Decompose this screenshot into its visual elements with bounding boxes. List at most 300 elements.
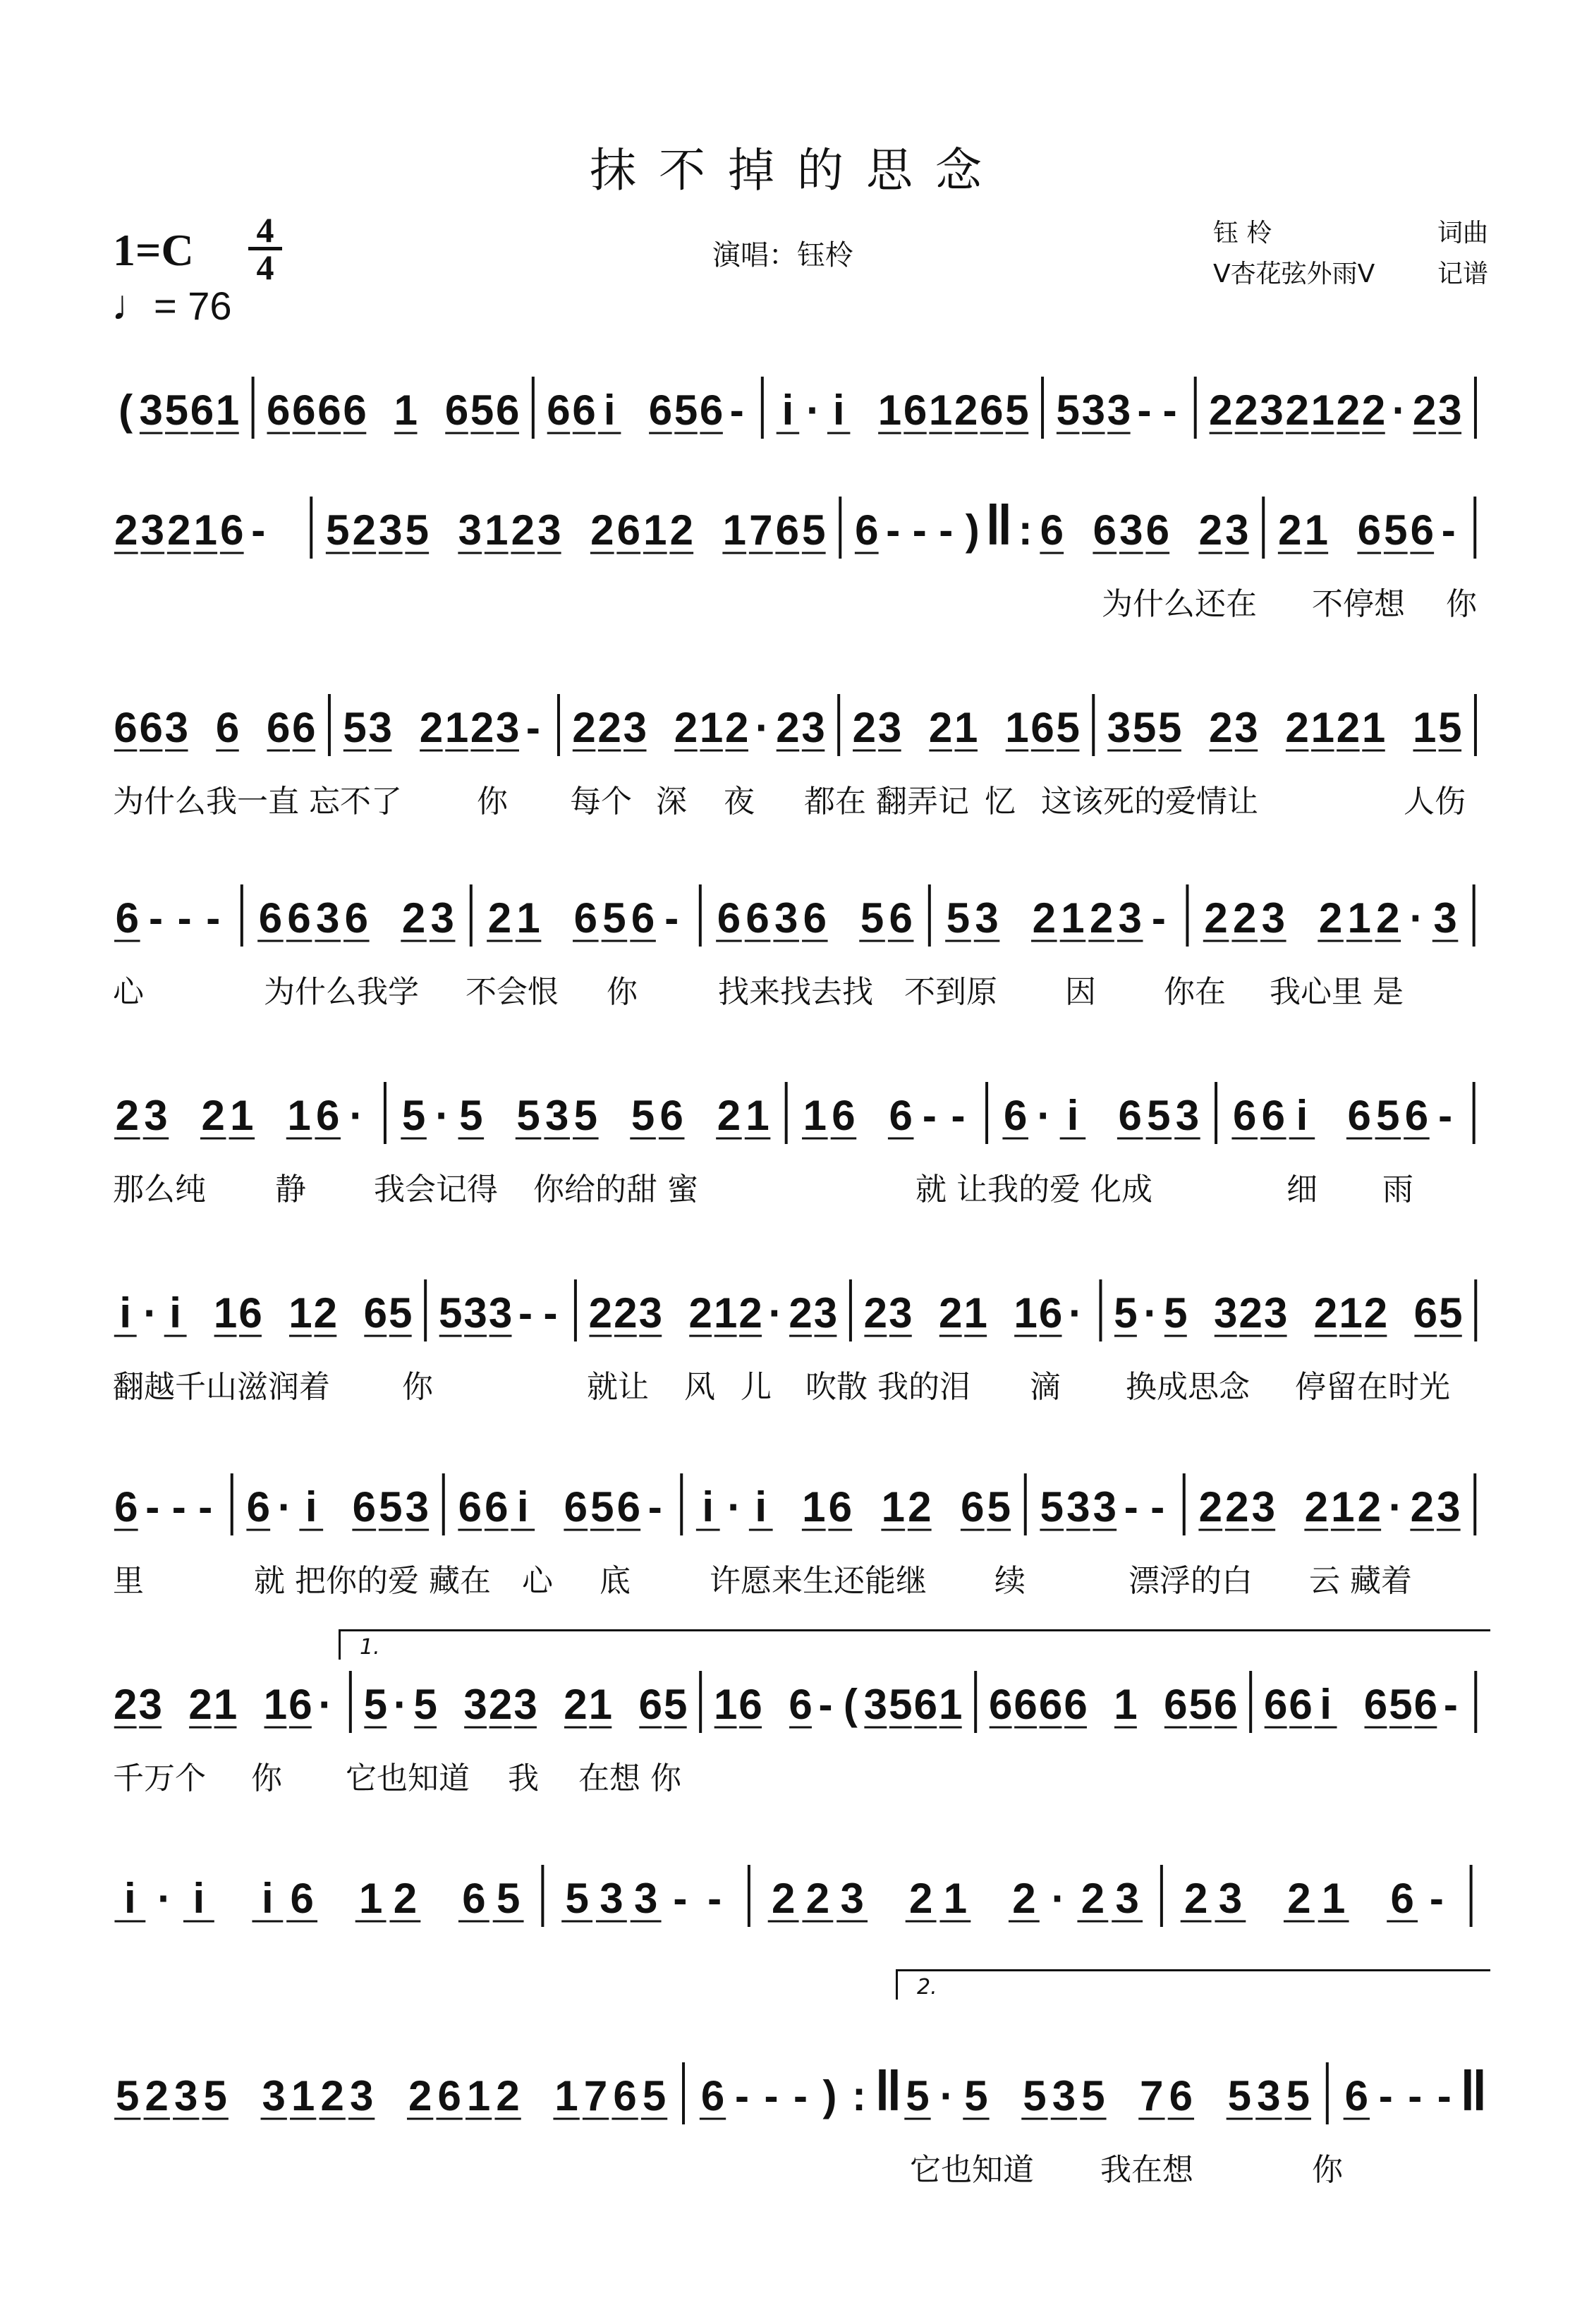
notation-svg	[113, 494, 1488, 571]
note-glyph: 2	[1304, 1483, 1328, 1531]
note-glyph: 1	[877, 387, 902, 434]
note-glyph: 3	[164, 704, 188, 751]
note-glyph: 6	[1038, 1681, 1063, 1728]
note-glyph: 1	[287, 1092, 311, 1139]
note-glyph: 1	[963, 1289, 987, 1337]
note-glyph: 6	[746, 894, 769, 942]
note-glyph: 3	[316, 894, 340, 942]
note-glyph: 2	[863, 1289, 888, 1337]
note-glyph: 1	[1413, 704, 1437, 751]
note-glyph: 2	[1198, 506, 1222, 554]
note-glyph: 2	[470, 704, 494, 751]
note-glyph: 3	[877, 704, 902, 751]
note-glyph: ·	[1143, 1289, 1158, 1337]
note-glyph: -	[1124, 1483, 1138, 1531]
lyric-text: 忆	[985, 784, 1016, 820]
volta-bracket	[896, 1969, 1490, 2000]
note-glyph: 3	[1118, 894, 1142, 942]
note-glyph: 7	[749, 506, 773, 554]
quarter-note-icon: ♩	[111, 281, 154, 329]
note-glyph: 1	[263, 1681, 288, 1728]
note-glyph: 1	[466, 2072, 491, 2119]
note-glyph: 1	[1321, 1875, 1346, 1922]
note-glyph: 6	[1344, 2072, 1368, 2119]
meter-top: 4	[256, 210, 274, 250]
lyric-text: 心	[113, 974, 144, 1010]
note-glyph: 5	[1376, 1092, 1400, 1139]
note-glyph: 6	[1040, 506, 1064, 554]
note-glyph: 3	[1119, 506, 1143, 554]
note-glyph: 5	[459, 1092, 483, 1139]
key-signature: 1=C	[113, 225, 194, 275]
note-glyph: -	[1150, 1483, 1165, 1531]
note-glyph: ·	[1392, 387, 1406, 434]
note-glyph: -	[1378, 2072, 1393, 2119]
note-glyph: 6	[485, 1483, 509, 1531]
note-glyph: 1	[1339, 1289, 1363, 1337]
note-glyph: 1	[554, 2072, 578, 2119]
note-glyph: 2	[789, 1289, 813, 1337]
note-glyph: 5	[203, 2072, 227, 2119]
note-glyph: 3	[774, 894, 798, 942]
lyric-text: 细	[1286, 1172, 1318, 1207]
note-glyph: 1	[643, 506, 667, 554]
note-glyph: 6	[1263, 1681, 1288, 1728]
notation-svg	[113, 1277, 1488, 1354]
note-glyph: 2	[114, 506, 138, 554]
note-glyph: 5	[1081, 2072, 1105, 2119]
note-glyph: 2	[1357, 1483, 1381, 1531]
note-glyph: -	[206, 894, 221, 942]
lyrics-row	[113, 1753, 1488, 1795]
notation-svg	[113, 2060, 1488, 2137]
note-glyph: 3	[379, 506, 403, 554]
note-glyph: 6	[292, 704, 316, 751]
notation-row	[113, 1277, 1488, 1340]
note-glyph: -	[664, 894, 679, 942]
note-glyph: 2	[401, 894, 426, 942]
note-glyph: 5	[1389, 1681, 1413, 1728]
note-glyph: 6	[496, 387, 520, 434]
note-glyph: 6	[828, 1483, 852, 1531]
lyrics-row	[113, 2144, 1488, 2186]
note-glyph: 3	[1433, 894, 1457, 942]
singer-credit: 演唱：钰柃	[712, 239, 853, 272]
lyric-text: 云 藏着	[1309, 1563, 1412, 1599]
note-glyph: i	[119, 1289, 132, 1337]
note-glyph: 2	[564, 1681, 588, 1728]
note-glyph: -	[1137, 387, 1152, 434]
note-glyph: 1	[444, 704, 469, 751]
note-glyph: -	[1151, 894, 1166, 942]
note-glyph: (	[843, 1681, 858, 1728]
note-glyph: 5	[1147, 1092, 1171, 1139]
note-glyph: 6	[115, 894, 139, 942]
note-glyph: 2	[572, 704, 596, 751]
note-glyph: 2	[313, 1289, 338, 1337]
note-glyph: 1	[1331, 1483, 1355, 1531]
lyric-text: 你	[1312, 2152, 1343, 2188]
lyric-text: 我在想	[1100, 2152, 1193, 2188]
note-glyph: 3	[138, 1681, 162, 1728]
note-glyph: 3	[1260, 387, 1284, 434]
note-glyph: 7	[1140, 2072, 1164, 2119]
note-glyph: 2	[201, 1092, 225, 1139]
note-glyph: -	[793, 2072, 808, 2119]
note-glyph: 5	[946, 894, 971, 942]
notation-row	[113, 691, 1488, 755]
note-glyph: 1	[1347, 894, 1371, 942]
note-glyph: 6	[1404, 1092, 1429, 1139]
note-glyph: -	[764, 2072, 779, 2119]
note-glyph: )	[822, 2072, 837, 2119]
note-glyph: ·	[393, 1681, 408, 1728]
note-glyph: 6	[775, 506, 799, 554]
note-glyph: 2	[167, 506, 191, 554]
note-glyph: 6	[363, 1289, 387, 1337]
note-glyph: 6	[1118, 1092, 1142, 1139]
note-glyph: 2	[393, 1875, 418, 1922]
note-glyph: ‖	[874, 2060, 903, 2122]
note-glyph: 3	[813, 1289, 838, 1337]
note-glyph: 3	[262, 2072, 286, 2119]
note-glyph: 5	[1132, 704, 1157, 751]
note-glyph: 3	[1175, 1092, 1200, 1139]
note-glyph: i	[193, 1875, 205, 1922]
note-glyph: 2	[1012, 1875, 1036, 1922]
lyrics-row	[113, 578, 1488, 621]
lyric-text: 里	[113, 1563, 144, 1599]
note-glyph: 6	[1413, 1289, 1438, 1337]
lyrics-row	[113, 1164, 1488, 1206]
note-glyph: 5	[889, 1681, 913, 1728]
note-glyph: -	[912, 506, 927, 554]
note-glyph: :	[1018, 506, 1033, 554]
notation-row	[113, 1862, 1488, 1925]
note-glyph: 3	[1107, 387, 1131, 434]
note-glyph: 1	[699, 704, 724, 751]
notation-row	[113, 494, 1488, 557]
note-glyph: 3	[463, 1681, 487, 1728]
note-glyph: 1	[881, 1483, 905, 1531]
note-glyph: -	[673, 1875, 688, 1922]
note-glyph: 3	[638, 1289, 662, 1337]
lyrics-row	[113, 776, 1488, 818]
note-glyph: 6	[220, 506, 244, 554]
note-glyph: 2	[1081, 1875, 1105, 1922]
note-glyph: 3	[430, 894, 454, 942]
lyric-text: 我	[508, 1760, 539, 1796]
lyric-text: 漂浮的白	[1128, 1563, 1253, 1599]
note-glyph: ·	[939, 2072, 954, 2119]
note-glyph: i	[516, 1483, 529, 1531]
note-glyph: 5	[664, 1681, 688, 1728]
note-glyph: 6	[717, 894, 741, 942]
note-glyph: 5	[516, 1092, 540, 1139]
note-glyph: -	[518, 1289, 533, 1337]
note-glyph: 2	[1278, 506, 1302, 554]
note-glyph: 2	[954, 387, 978, 434]
lyric-text: 你	[607, 974, 638, 1010]
note-glyph: 3	[144, 1092, 168, 1139]
note-glyph: -	[647, 1483, 662, 1531]
note-glyph: 2	[590, 506, 614, 554]
note-glyph: 1	[1361, 704, 1386, 751]
note-glyph: 1	[1114, 1681, 1138, 1728]
note-glyph: 6	[903, 387, 927, 434]
volta-first: 1.	[360, 1635, 380, 1660]
lyric-text: 每个	[570, 784, 632, 820]
note-glyph: 6	[444, 387, 469, 434]
note-glyph: 6	[267, 387, 291, 434]
note-glyph: 1	[746, 1092, 769, 1139]
note-glyph: 3	[1218, 1875, 1243, 1922]
note-glyph: ‖	[1459, 2060, 1488, 2122]
credits	[1213, 213, 1488, 295]
lyric-text: 你	[251, 1760, 282, 1796]
note-glyph: 2	[145, 2072, 169, 2119]
note-glyph: 5	[1438, 704, 1462, 751]
note-glyph: 1	[802, 1483, 826, 1531]
note-glyph: ·	[143, 1289, 158, 1337]
lyric-text: 心	[522, 1563, 553, 1599]
lyric-text: 你在	[1164, 974, 1226, 1010]
note-glyph: 2	[669, 506, 693, 554]
note-glyph: 2	[1361, 387, 1386, 434]
note-glyph: 5	[1114, 1289, 1138, 1337]
notation-svg	[113, 691, 1488, 769]
note-glyph: 6	[437, 2072, 461, 2119]
lyric-text: 我会记得	[374, 1172, 498, 1207]
note-glyph: 2	[419, 704, 444, 751]
lyric-text: 你给的甜 蜜	[533, 1172, 698, 1207]
note-glyph: 2	[1336, 704, 1361, 751]
note-glyph: 2	[1313, 1289, 1338, 1337]
note-glyph: 2	[496, 2072, 520, 2119]
note-glyph: -	[145, 1483, 160, 1531]
note-glyph: 6	[215, 704, 240, 751]
note-glyph: ·	[1409, 894, 1424, 942]
note-glyph: 6	[1093, 506, 1117, 554]
note-glyph: (	[118, 387, 133, 434]
note-glyph: 3	[1093, 1483, 1117, 1531]
note-glyph: i	[603, 387, 616, 434]
note-glyph: 1	[722, 506, 746, 554]
note-glyph: 6	[616, 506, 640, 554]
note-glyph: 5	[164, 387, 188, 434]
note-glyph: 3	[140, 506, 164, 554]
note-glyph: 3	[458, 506, 482, 554]
note-glyph: ·	[277, 1483, 292, 1531]
note-glyph: 5	[631, 1092, 655, 1139]
lyric-text: 翻越千山滋润着	[113, 1369, 330, 1405]
note-glyph: 2	[1209, 704, 1233, 751]
note-glyph: 5	[401, 1092, 426, 1139]
note-glyph: 6	[980, 387, 1004, 434]
note-glyph: 5	[405, 506, 429, 554]
lyric-text: 底	[600, 1563, 631, 1599]
note-glyph: 3	[1263, 1289, 1288, 1337]
note-glyph: ·	[1069, 1289, 1083, 1337]
note-glyph: 6	[1145, 506, 1169, 554]
note-glyph: 1	[713, 1289, 738, 1337]
tempo-marking: ♩= 76	[111, 281, 232, 329]
lyric-text: 就让	[587, 1369, 649, 1405]
note-glyph: 3	[889, 1289, 913, 1337]
note-glyph: 3	[1251, 1483, 1275, 1531]
notation-row	[113, 374, 1488, 437]
composer-role: 词曲	[1437, 219, 1488, 248]
note-glyph: 2	[1198, 1483, 1222, 1531]
note-glyph: 6	[1030, 704, 1054, 751]
note-glyph: 2	[614, 1289, 638, 1337]
note-glyph: 2	[487, 894, 512, 942]
note-glyph: 2	[771, 1875, 796, 1922]
note-glyph: 3	[139, 387, 163, 434]
note-glyph: 6	[352, 1483, 376, 1531]
note-glyph: 2	[1287, 1875, 1311, 1922]
note-glyph: i	[169, 1289, 181, 1337]
note-glyph: i	[781, 387, 794, 434]
note-glyph: 6	[572, 387, 596, 434]
notation-row	[113, 2060, 1488, 2123]
note-glyph: 6	[292, 387, 316, 434]
note-glyph: 6	[288, 1681, 312, 1728]
note-glyph: 3	[1052, 2072, 1076, 2119]
composer-name: 钰 柃	[1213, 219, 1272, 248]
note-glyph: 6	[961, 1483, 985, 1531]
note-glyph: 2	[1089, 894, 1114, 942]
note-glyph: i	[755, 1483, 767, 1531]
note-glyph: 5	[1056, 387, 1080, 434]
note-glyph: 2	[1233, 894, 1257, 942]
note-glyph: 1	[394, 387, 418, 434]
note-glyph: ·	[435, 1092, 450, 1139]
lyrics-row	[113, 1361, 1488, 1404]
volta-second: 2.	[917, 1975, 937, 2000]
note-glyph: i	[1066, 1092, 1079, 1139]
time-signature	[248, 210, 282, 287]
note-glyph: 7	[583, 2072, 608, 2119]
note-glyph: 5	[389, 1289, 413, 1337]
note-glyph: 3	[1214, 1289, 1238, 1337]
note-glyph: 2	[1209, 387, 1233, 434]
note-glyph: 3	[349, 2072, 374, 2119]
note-glyph: 2	[688, 1289, 712, 1337]
note-glyph: 5	[363, 1681, 387, 1728]
notation-row	[113, 1668, 1488, 1732]
note-glyph: 2	[511, 506, 535, 554]
note-glyph: 6	[462, 1875, 486, 1922]
lyric-text: 静	[275, 1172, 306, 1207]
note-glyph: 5	[496, 1875, 521, 1922]
note-glyph: 5	[573, 1092, 597, 1139]
note-glyph: 6	[317, 387, 341, 434]
note-glyph: 1	[288, 1289, 312, 1337]
note-glyph: 6	[1169, 2072, 1193, 2119]
note-glyph: -	[1429, 1875, 1444, 1922]
note-glyph: 5	[987, 1483, 1011, 1531]
note-glyph: 3	[633, 1875, 658, 1922]
note-glyph: 2	[852, 704, 876, 751]
notation-svg	[113, 1079, 1488, 1157]
note-glyph: 1	[954, 704, 978, 751]
note-glyph: 6	[458, 1483, 482, 1531]
note-glyph: 6	[238, 1289, 262, 1337]
lyric-text: 续	[994, 1563, 1026, 1599]
note-glyph: 3	[600, 1875, 623, 1922]
note-glyph: -	[707, 1875, 722, 1922]
note-glyph: ·	[755, 704, 769, 751]
note-glyph: 2	[725, 704, 749, 751]
note-glyph: ·	[1388, 1483, 1403, 1531]
lyric-text: 千万个	[113, 1760, 206, 1796]
note-glyph: -	[1437, 2072, 1452, 2119]
note-glyph: 1	[193, 506, 217, 554]
note-glyph: 6	[1347, 1092, 1371, 1139]
note-glyph: 2	[1225, 1483, 1249, 1531]
note-glyph: 6	[1038, 1289, 1063, 1337]
lyric-text: 夜	[724, 784, 755, 820]
notation-svg	[113, 374, 1488, 451]
lyric-text: 停留在时光	[1295, 1369, 1450, 1405]
note-glyph: -	[543, 1289, 558, 1337]
lyric-text: 因	[1065, 974, 1096, 1010]
note-glyph: i	[124, 1875, 136, 1922]
note-glyph: 6	[139, 704, 163, 751]
note-glyph: 2	[1410, 1483, 1434, 1531]
note-glyph: i	[702, 1483, 714, 1531]
note-glyph: -	[198, 1483, 213, 1531]
note-glyph: -	[818, 1681, 833, 1728]
note-glyph: -	[148, 894, 163, 942]
note-glyph: 2	[1336, 387, 1361, 434]
transcriber-name: V杏花弦外雨V	[1213, 260, 1375, 288]
note-glyph: -	[1441, 506, 1456, 554]
note-glyph: 2	[1204, 894, 1228, 942]
note-glyph: 6	[114, 1483, 138, 1531]
lyric-text: 就 把你的爱 藏在	[254, 1563, 491, 1599]
note-glyph: 5	[1286, 2072, 1310, 2119]
lyric-text: 许愿来生还能继	[710, 1563, 927, 1599]
note-glyph: 1	[1061, 894, 1085, 942]
note-glyph: 2	[1234, 387, 1258, 434]
lyric-text: 滴	[1030, 1369, 1061, 1405]
note-glyph: 6	[1164, 1681, 1188, 1728]
lyrics-row	[113, 1555, 1488, 1598]
note-glyph: 2	[928, 704, 953, 751]
note-glyph: 5	[642, 2072, 667, 2119]
note-glyph: 1	[213, 1289, 238, 1337]
note-glyph: 6	[889, 1092, 913, 1139]
note-glyph: 2	[597, 704, 621, 751]
note-glyph: 2	[1363, 1289, 1388, 1337]
note-glyph: ·	[727, 1483, 742, 1531]
note-glyph: 5	[343, 704, 367, 751]
note-glyph: ·	[806, 387, 821, 434]
note-glyph: 1	[1310, 387, 1334, 434]
note-glyph: i	[832, 387, 845, 434]
note-glyph: 6	[1014, 1681, 1038, 1728]
lyric-text: 我心里 是	[1270, 974, 1404, 1010]
note-glyph: 1	[1304, 506, 1328, 554]
lyric-text: 找来找去找	[718, 974, 873, 1010]
note-glyph: 3	[1438, 387, 1462, 434]
note-glyph: 3	[1257, 2072, 1281, 2119]
note-glyph: 3	[405, 1483, 429, 1531]
note-glyph: 2	[1318, 894, 1343, 942]
lyric-text: 人伤	[1404, 784, 1466, 820]
